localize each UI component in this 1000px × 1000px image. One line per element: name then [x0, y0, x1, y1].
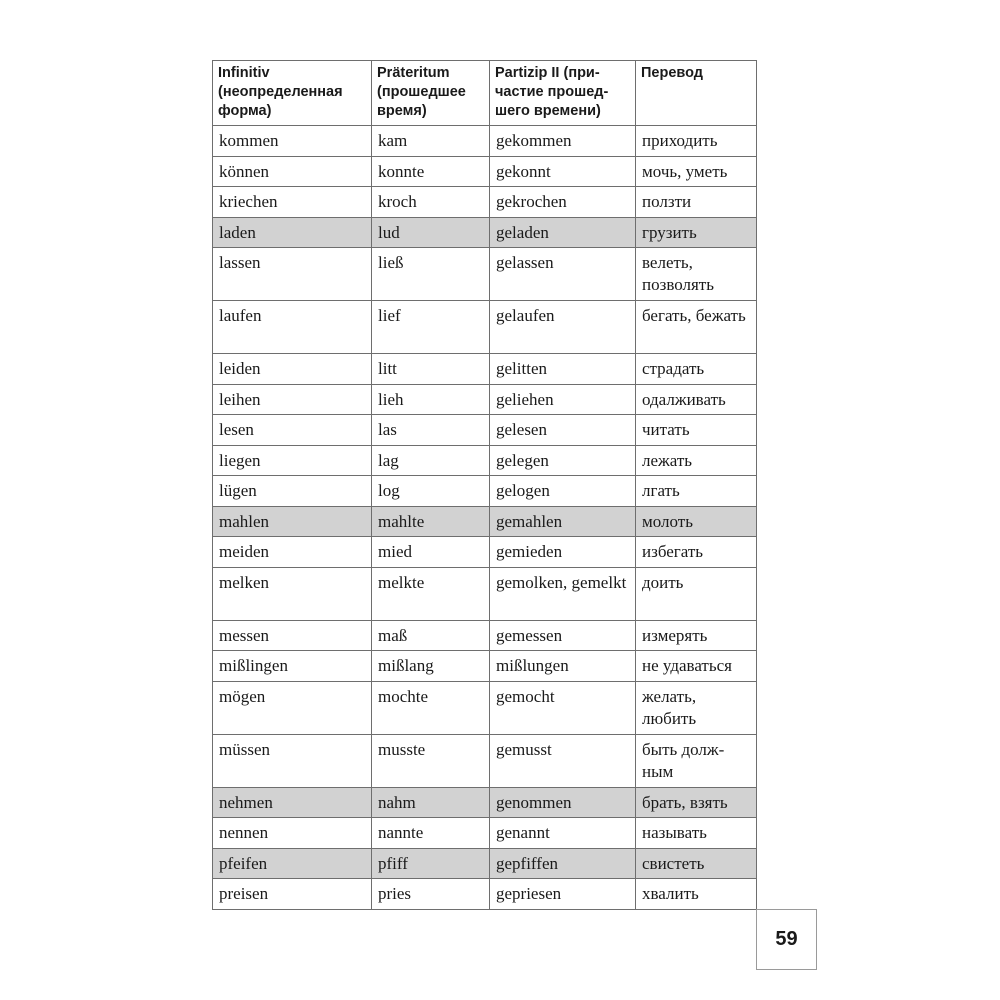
table-row — [213, 879, 757, 910]
cell-partizip: gepriesen — [490, 879, 636, 910]
cell-infinitiv: melken — [213, 567, 372, 620]
cell-prateritum: lieh — [372, 384, 490, 415]
cell-infinitiv: nehmen — [213, 787, 372, 818]
cell-infinitiv: leiden — [213, 354, 372, 385]
table-row — [213, 301, 757, 354]
cell-prateritum: melkte — [372, 567, 490, 620]
cell-partizip: gemolken, gemelkt — [490, 567, 636, 620]
cell-infinitiv: lassen — [213, 248, 372, 301]
table-row — [213, 126, 757, 157]
cell-infinitiv: meiden — [213, 537, 372, 568]
cell-prateritum: las — [372, 415, 490, 446]
cell-translation: хвалить — [636, 879, 757, 910]
cell-prateritum: ließ — [372, 248, 490, 301]
cell-infinitiv: nennen — [213, 818, 372, 849]
cell-infinitiv: können — [213, 156, 372, 187]
table-row — [213, 415, 757, 446]
table-row — [213, 354, 757, 385]
header-infinitiv: Infinitiv (неопределенная форма) — [213, 61, 372, 126]
cell-translation: не удаваться — [636, 651, 757, 682]
table-row — [213, 620, 757, 651]
cell-partizip: gepfiffen — [490, 848, 636, 879]
cell-translation: называть — [636, 818, 757, 849]
cell-prateritum: lief — [372, 301, 490, 354]
cell-infinitiv: mahlen — [213, 506, 372, 537]
cell-translation: измерять — [636, 620, 757, 651]
cell-infinitiv: laufen — [213, 301, 372, 354]
cell-translation: избегать — [636, 537, 757, 568]
cell-prateritum: mochte — [372, 681, 490, 734]
cell-partizip: genannt — [490, 818, 636, 849]
cell-partizip: gelegen — [490, 445, 636, 476]
cell-infinitiv: lügen — [213, 476, 372, 507]
cell-partizip: gemusst — [490, 734, 636, 787]
cell-partizip: geladen — [490, 217, 636, 248]
cell-translation: грузить — [636, 217, 757, 248]
table-row — [213, 537, 757, 568]
cell-prateritum: mißlang — [372, 651, 490, 682]
cell-prateritum: nahm — [372, 787, 490, 818]
cell-prateritum: pries — [372, 879, 490, 910]
cell-translation: читать — [636, 415, 757, 446]
cell-infinitiv: liegen — [213, 445, 372, 476]
cell-prateritum: log — [372, 476, 490, 507]
cell-infinitiv: mögen — [213, 681, 372, 734]
cell-prateritum: nannte — [372, 818, 490, 849]
cell-infinitiv: preisen — [213, 879, 372, 910]
cell-partizip: gelesen — [490, 415, 636, 446]
cell-partizip: mißlungen — [490, 651, 636, 682]
header-prateritum: Präteritum (прошедшее время) — [372, 61, 490, 126]
cell-prateritum: litt — [372, 354, 490, 385]
table-row — [213, 651, 757, 682]
irregular-verbs-table — [212, 60, 757, 910]
cell-prateritum: kroch — [372, 187, 490, 218]
cell-translation: велеть, позволять — [636, 248, 757, 301]
table-row — [213, 681, 757, 734]
table-row — [213, 787, 757, 818]
table-row — [213, 156, 757, 187]
cell-translation: ползти — [636, 187, 757, 218]
cell-prateritum: konnte — [372, 156, 490, 187]
cell-prateritum: pfiff — [372, 848, 490, 879]
header-partizip: Partizip II (при-частие прошед-шего времени) — [490, 61, 636, 126]
page-number: 59 — [756, 909, 817, 970]
table-header-row — [213, 61, 757, 126]
cell-infinitiv: müssen — [213, 734, 372, 787]
cell-partizip: gelassen — [490, 248, 636, 301]
cell-translation: молоть — [636, 506, 757, 537]
cell-partizip: gelitten — [490, 354, 636, 385]
cell-partizip: gemessen — [490, 620, 636, 651]
cell-partizip: gekrochen — [490, 187, 636, 218]
cell-translation: приходить — [636, 126, 757, 157]
cell-translation: свистеть — [636, 848, 757, 879]
cell-translation: страдать — [636, 354, 757, 385]
cell-translation: быть долж-ным — [636, 734, 757, 787]
cell-prateritum: lag — [372, 445, 490, 476]
cell-partizip: gekommen — [490, 126, 636, 157]
table-row — [213, 734, 757, 787]
cell-prateritum: kam — [372, 126, 490, 157]
table-row — [213, 445, 757, 476]
table-row — [213, 476, 757, 507]
cell-infinitiv: messen — [213, 620, 372, 651]
cell-prateritum: maß — [372, 620, 490, 651]
cell-partizip: gelogen — [490, 476, 636, 507]
cell-translation: лежать — [636, 445, 757, 476]
cell-infinitiv: lesen — [213, 415, 372, 446]
cell-partizip: genommen — [490, 787, 636, 818]
cell-translation: брать, взять — [636, 787, 757, 818]
cell-partizip: gelaufen — [490, 301, 636, 354]
table-row — [213, 848, 757, 879]
table-row — [213, 384, 757, 415]
table-row — [213, 248, 757, 301]
cell-translation: мочь, уметь — [636, 156, 757, 187]
table-row — [213, 506, 757, 537]
cell-translation: одалживать — [636, 384, 757, 415]
cell-translation: лгать — [636, 476, 757, 507]
cell-partizip: gekonnt — [490, 156, 636, 187]
cell-partizip: gemocht — [490, 681, 636, 734]
table-row — [213, 567, 757, 620]
cell-infinitiv: kriechen — [213, 187, 372, 218]
cell-translation: желать, любить — [636, 681, 757, 734]
cell-partizip: gemahlen — [490, 506, 636, 537]
cell-prateritum: mahlte — [372, 506, 490, 537]
table-row — [213, 187, 757, 218]
cell-infinitiv: kommen — [213, 126, 372, 157]
cell-prateritum: lud — [372, 217, 490, 248]
cell-prateritum: mied — [372, 537, 490, 568]
cell-translation: бегать, бежать — [636, 301, 757, 354]
cell-partizip: gemieden — [490, 537, 636, 568]
header-translation: Перевод — [636, 61, 757, 126]
table-row — [213, 818, 757, 849]
cell-prateritum: musste — [372, 734, 490, 787]
table-row — [213, 217, 757, 248]
cell-infinitiv: laden — [213, 217, 372, 248]
cell-partizip: geliehen — [490, 384, 636, 415]
table-body — [213, 126, 757, 910]
cell-infinitiv: leihen — [213, 384, 372, 415]
cell-translation: доить — [636, 567, 757, 620]
cell-infinitiv: mißlingen — [213, 651, 372, 682]
cell-infinitiv: pfeifen — [213, 848, 372, 879]
